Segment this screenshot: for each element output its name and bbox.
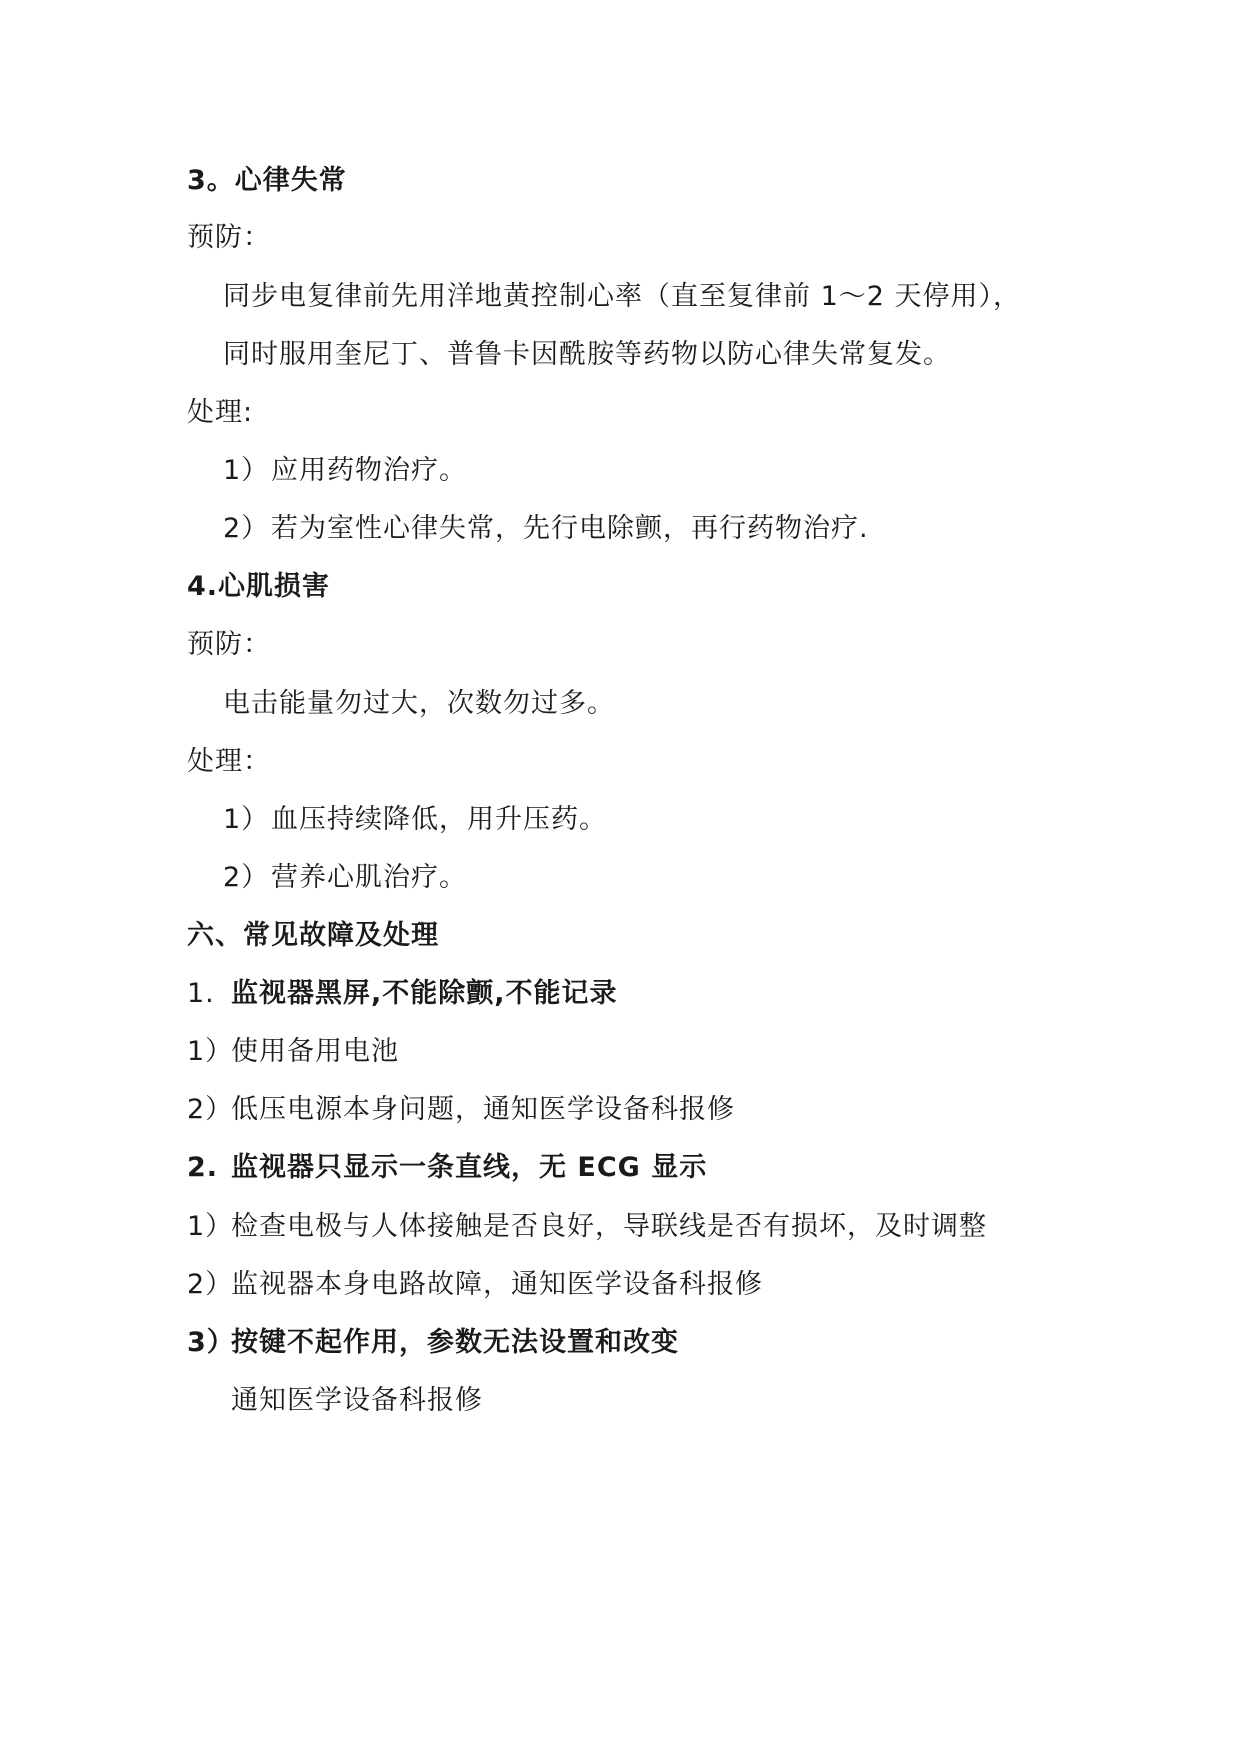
list-item-text: 低压电源本身问题，通知医学设备科报修 — [231, 1094, 735, 1125]
subheading — [187, 976, 618, 1012]
list-item-text: 应用药物治疗。 — [271, 455, 467, 486]
list-item — [187, 1209, 987, 1245]
paragraph-text: 同步电复律前先用洋地黄控制心率（直至复律前 1～2 天停用）， — [223, 281, 1022, 312]
prevention-label: 预防： — [187, 629, 271, 660]
section-heading-faults: 六、常见故障及处理 — [187, 920, 439, 951]
list-number: 1） — [223, 455, 270, 486]
subheading — [187, 1325, 679, 1361]
list-item — [223, 511, 869, 547]
list-number: 1） — [223, 804, 270, 835]
list-number: 2. — [187, 1152, 219, 1183]
subheading — [187, 1150, 707, 1186]
list-item — [187, 1034, 399, 1070]
treatment-label: 处理： — [187, 746, 271, 777]
list-number: 1） — [187, 1036, 234, 1067]
list-number: 1. — [187, 978, 215, 1009]
list-item-text: 检查电极与人体接触是否良好，导联线是否有损坏，及时调整 — [231, 1211, 987, 1242]
list-number: 2） — [223, 862, 270, 893]
list-item-text: 使用备用电池 — [231, 1036, 399, 1067]
list-item — [187, 1267, 763, 1303]
section-heading-arrhythmia: 3。心律失常 — [187, 165, 347, 196]
subheading-text: 按键不起作用，参数无法设置和改变 — [231, 1327, 679, 1358]
list-item-text: 若为室性心律失常，先行电除颤，再行药物治疗. — [271, 513, 869, 544]
list-number: 2） — [187, 1094, 234, 1125]
section-heading-myocardial-damage: 4.心肌损害 — [187, 571, 331, 602]
list-number: 2） — [223, 513, 270, 544]
list-item — [223, 802, 607, 838]
list-item — [223, 453, 467, 489]
paragraph-text: 同时服用奎尼丁、普鲁卡因酰胺等药物以防心律失常复发。 — [223, 339, 951, 370]
list-item-text: 营养心肌治疗。 — [271, 862, 467, 893]
subheading-text: 监视器黑屏,不能除颤,不能记录 — [231, 978, 618, 1009]
list-number: 1） — [187, 1211, 234, 1242]
list-number: 2） — [187, 1269, 234, 1300]
paragraph-text: 电击能量勿过大，次数勿过多。 — [223, 688, 615, 719]
subheading-text: 监视器只显示一条直线，无 ECG 显示 — [231, 1152, 708, 1183]
treatment-label: 处理: — [187, 397, 254, 428]
list-item-text: 血压持续降低，用升压药。 — [271, 804, 607, 835]
paragraph-text: 通知医学设备科报修 — [231, 1385, 483, 1416]
list-item — [223, 860, 467, 896]
prevention-label: 预防： — [187, 222, 271, 253]
list-number: 3） — [187, 1327, 235, 1358]
list-item — [187, 1092, 735, 1128]
list-item-text: 监视器本身电路故障，通知医学设备科报修 — [231, 1269, 763, 1300]
